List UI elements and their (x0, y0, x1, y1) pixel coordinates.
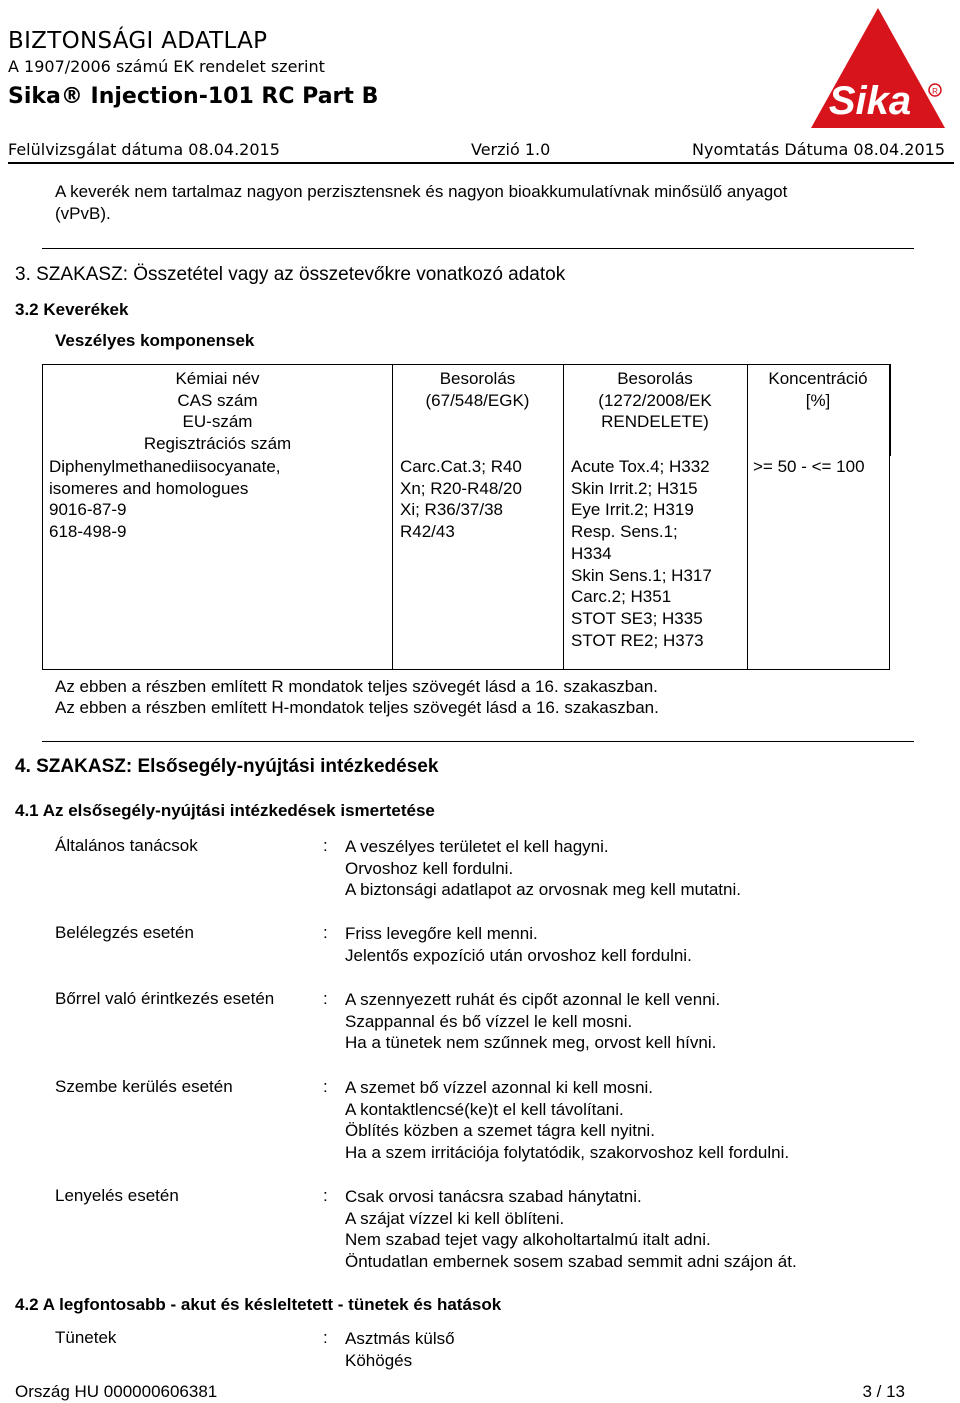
meta-row (8, 140, 954, 162)
symptoms-label: Tünetek (55, 1328, 117, 1347)
intro-line-2: (vPvB). (55, 204, 111, 223)
row-chem-name: Diphenylmethanediisocyanate, isomeres and homologues 9016-87-9 618-498-9 (49, 457, 281, 542)
print-date: Nyomtatás Dátuma 08.04.2015 (692, 140, 946, 159)
header-rule (8, 162, 954, 164)
first-aid-text-skin: A szennyezett ruhát és cipőt azonnal le kell venni. Szappannal és bő vízzel le kell mosni. Ha a tünetek nem szűnnek meg, orvost kell hívni. (345, 990, 721, 1053)
first-aid-label-ingestion: Lenyelés esetén (55, 1186, 179, 1205)
note-r-phrases: Az ebben a részben említett R mondatok teljes szövegét lásd a 16. szakaszban. (55, 677, 658, 696)
document-title: BIZTONSÁGI ADATLAP (8, 28, 268, 54)
header-shade (889, 364, 891, 456)
colon: : (323, 923, 328, 942)
first-aid-label-skin: Bőrrel való érintkezés esetén (55, 989, 275, 1008)
section4-rule (42, 741, 914, 742)
first-aid-label-eye: Szembe kerülés esetén (55, 1077, 233, 1096)
sika-logo (808, 6, 948, 130)
section3-title: 3. SZAKASZ: Összetétel vagy az összetevőkre vonatkozó adatok (15, 264, 566, 285)
header-concentration: Koncentráció [%] (768, 369, 868, 410)
components-label: Veszélyes komponensek (55, 331, 255, 350)
colon: : (323, 989, 328, 1008)
revision-date: Felülvizsgálat dátuma 08.04.2015 (8, 140, 280, 159)
logo-text: Sika (828, 79, 912, 123)
first-aid-text-ingestion: Csak orvosi tanácsra szabad hánytatni. A szájat vízzel ki kell öblíteni. Nem szabad tejet vagy alkoholtartalmú italt adni. Öntudatlan embernek sosem szabad semmit adni szájon át. (345, 1187, 797, 1272)
svg-text:R: R (932, 87, 938, 96)
footer-country: Ország HU 000000606381 (15, 1382, 218, 1401)
section41-title: 4.1 Az elsősegély-nyújtási intézkedések ismertetése (15, 801, 435, 820)
regulation-line: A 1907/2006 számú EK rendelet szerint (8, 57, 325, 76)
first-aid-text-general: A veszélyes területet el kell hagyni. Orvoshoz kell fordulni. A biztonsági adatlapot az orvosnak meg kell mutatni. (345, 837, 741, 900)
symptoms-text: Asztmás külső Köhögés (345, 1329, 455, 1370)
product-name: Sika® Injection-101 RC Part B (8, 84, 379, 109)
row-class-67-548: Carc.Cat.3; R40 Xn; R20-R48/20 Xi; R36/37/38 R42/43 (400, 457, 522, 542)
colon: : (323, 1186, 328, 1205)
section42-title: 4.2 A legfontosabb - akut és késleltetett - tünetek és hatások (15, 1295, 502, 1314)
components-table (42, 364, 890, 670)
first-aid-label-general: Általános tanácsok (55, 836, 198, 855)
colon: : (323, 1328, 328, 1347)
section3-subtitle: 3.2 Keverékek (15, 300, 129, 319)
first-aid-text-inhalation: Friss levegőre kell menni. Jelentős expozíció után orvoshoz kell fordulni. (345, 924, 692, 965)
section4-title: 4. SZAKASZ: Elsősegély-nyújtási intézkedések (15, 756, 439, 777)
row-class-1272-2008: Acute Tox.4; H332 Skin Irrit.2; H315 Eye Irrit.2; H319 Resp. Sens.1; H334 Skin Sens.1; H317 Carc.2; H351 STOT SE3; H335 STOT RE2; H373 (571, 457, 712, 650)
intro-line-1: A keverék nem tartalmaz nagyon perzisztensnek és nagyon bioakkumulatívnak minősülő anyagot (55, 182, 788, 201)
page-number: 3 / 13 (862, 1382, 905, 1401)
first-aid-text-eye: A szemet bő vízzel azonnal ki kell mosni. A kontaktlencsé(ke)t el kell távolítani. Öblítés közben a szemet tágra kell nyitni. Ha a szem irritációja folytatódik, szakorvoshoz kell fordulni. (345, 1078, 790, 1163)
version: Verzió 1.0 (471, 140, 551, 159)
header-class-1272-2008: Besorolás (1272/2008/EK RENDELETE) (598, 369, 712, 432)
first-aid-label-inhalation: Belélegzés esetén (55, 923, 194, 942)
row-concentration: >= 50 - <= 100 (753, 457, 865, 476)
section3-rule (42, 248, 914, 249)
note-h-phrases: Az ebben a részben említett H-mondatok teljes szövegét lásd a 16. szakaszban. (55, 698, 659, 717)
header-chem-name: Kémiai név CAS szám EU-szám Regisztrációs szám (143, 369, 292, 454)
colon: : (323, 836, 328, 855)
header-class-67-548: Besorolás (67/548/EGK) (425, 369, 530, 410)
colon: : (323, 1077, 328, 1096)
